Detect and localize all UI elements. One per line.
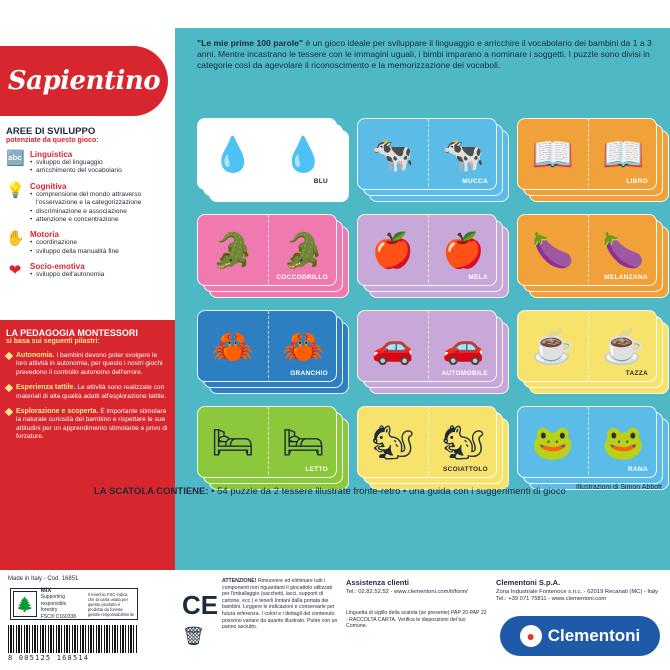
diamond-bullet-icon [5,384,13,392]
montessori-item [6,408,169,442]
customer-service [346,578,488,596]
card-label: SCOIATTOLO [442,466,488,473]
card-picture: 🍎 [428,215,497,286]
area-point: • sviluppo del linguaggio [30,159,169,167]
box-contents [94,486,566,497]
fsc-mix: MIX [40,587,52,594]
area-point: • discriminazione e associazione [30,208,169,216]
area-title: Motoria [30,230,59,240]
company-text: Zona Industriale Fontenoce s.n.c. - 62019 Recanati (MC) - Italy Tel.: +39 071 75811 - www.clementoni.com [496,589,659,603]
card-picture: ☕ [531,328,575,366]
area-item [6,182,169,225]
card-picture: 🐸 [531,424,575,462]
card-picture: 💧 [268,119,337,190]
card-face [197,214,337,286]
card-label: TAZZA [625,370,648,377]
area-icon: ❤ [8,262,22,280]
fsc-line1: Supporting [40,594,65,601]
montessori-item-text: È importante stimolare la naturale curiosità del bambino e rispettare le sue attitudini per un apprendimento stimolante e privo di forzature. [16,408,168,441]
intro-text [197,38,657,72]
logo-area [0,46,175,116]
card-picture: 🛏 [268,407,337,478]
areas-list [6,150,169,280]
card-picture: 📖 [531,136,575,174]
puzzle-card [197,118,337,190]
card-picture: 💧 [211,136,255,174]
montessori-item-title: Autonomia. [16,352,55,359]
card-picture: ☕ [588,311,657,382]
recycle-text: Linguetta di sigillo della scatola (se presente) PAP 20 PAP 22 - RACCOLTA CARTA. Verifica le disposizioni del tuo Comune. [346,610,487,630]
card-label: LIBRO [626,178,648,185]
card-face [197,118,337,190]
card-face [517,406,657,478]
area-item [6,150,169,176]
puzzle-card [517,310,657,382]
development-areas [0,118,175,286]
card-face [357,214,497,286]
card-picture: 🚗 [371,328,415,366]
puzzle-card-grid [197,118,667,488]
card-picture: 🍆 [588,215,657,286]
fsc-small: Il marchio FSC indica che la carta usata per questo prodotto è prodotta da foreste gestite responsabilmente [87,591,135,617]
barcode [8,625,138,653]
card-picture: 🐄 [371,136,415,174]
montessori-item-text: Le attività sono realizzate con materiali di alta qualità adatti all'esplorazione tattile. [16,384,167,400]
area-icon: 🔤 [6,150,25,167]
clementoni-logo-text: Clementoni [547,626,641,645]
puzzle-card [357,310,497,382]
made-in-italy: Made in Italy - Cod. 16851 [8,576,79,582]
card-picture: 🛏 [211,424,255,462]
card-label: LETTO [305,466,328,473]
area-points [30,239,169,256]
area-title: Linguistica [30,150,73,159]
area-point: • attenzione e concentrazione [30,216,169,224]
diamond-bullet-icon [5,408,13,416]
card-picture: 🚗 [428,311,497,382]
puzzle-card [197,406,337,478]
card-picture: 🍎 [371,232,415,270]
warning-body: Rimuovere ed eliminare tutti i componenti non riguardanti il giocattolo utilizzati per l'imballaggio (sacchetti, lacci, supporti di cartone, ecc.) e tenerli lontani dalla portata dei bambini. Leggere le indicazioni e conservarle per futura referenza. I colori e i dettagli del contenuto possono variare da quanto illustrato. Pulire con un panno asciutto. [222,578,338,631]
puzzle-card [517,118,657,190]
card-picture: 🦀 [211,328,255,366]
ce-mark: CE [182,590,219,620]
fsc-line2: responsible forestry [40,600,67,614]
warning-text [222,578,338,631]
puzzle-card [197,214,337,286]
company-info [496,578,668,603]
card-picture: 📖 [588,119,657,190]
area-icon: ✋ [6,230,25,248]
area-point: • arricchimento del vocabolario [30,167,169,175]
card-picture: 🐿 [371,424,415,462]
area-points [30,159,169,176]
area-item [6,262,169,279]
montessori-list [6,352,169,442]
clementoni-disc-icon: ● [520,625,542,647]
warning-title: ATTENZIONE! [222,578,257,584]
montessori-item-title: Esperienza tattile. [16,384,76,392]
box-contents-text: • 54 puzzle da 2 tessere illustrate fronte-retro • una guida con i suggerimenti di gioco [211,486,566,497]
card-label: MUCCA [462,178,488,185]
area-points [30,191,169,225]
puzzle-card [357,214,497,286]
card-face [517,310,657,382]
intro-title: "Le mie prime 100 parole" [197,38,304,48]
sapientino-logo [0,46,168,116]
puzzle-card [357,118,497,190]
areas-subtitle: potenziate da questo gioco: [6,137,99,144]
montessori-item-text: I bambini devono poter svolgere le loro attività in autonomia, per questo i nostri giochi prevedono il controllo autonomo dell'errore. [16,352,163,376]
intro-body: è un gioco ideale per sviluppare il linguaggio e arricchire il vocabolario dei bambini da 1 a 3 anni. Mentre incastrano le tessere con le immagini uguali, i bimbi imparano a nominare i soggetti. I puzzle sono divisi in categorie così da agevolare il riconoscimento e la memorizzazione dei vocaboli. [197,38,652,71]
fsc-code: FSC® C160338 [40,613,77,620]
card-face [517,118,657,190]
fsc-text [41,588,84,620]
card-label: MELANZANA [604,274,648,281]
card-label: MELA [468,274,488,281]
barcode-number: 8 005125 168514 [8,654,90,662]
fsc-label [10,588,138,620]
area-title: Socio-emotiva [30,262,85,272]
card-picture: 🐸 [588,407,657,478]
area-item [6,230,169,256]
area-point: • sviluppo dell'autonomia [30,271,169,279]
montessori-title: LA PEDAGOGIA MONTESSORI [6,328,138,338]
card-face [517,214,657,286]
box-contents-label: LA SCATOLA CONTIENE: [94,486,209,497]
assist-text: Tel.: 02.82.52.52 - www.clementoni.com/it/form/ [346,589,468,595]
montessori-item [6,384,169,401]
card-picture: 🐄 [428,119,497,190]
company-title: Clementoni S.p.A. [496,578,561,587]
card-face [197,310,337,382]
diamond-bullet-icon [5,352,13,360]
montessori-item [6,352,169,377]
card-face [357,406,497,478]
logo-text: Sapientino [7,66,161,96]
area-point: • coordinazione [30,239,169,247]
card-picture: 🐊 [268,215,337,286]
card-label: RANA [628,466,648,473]
puzzle-card [517,214,657,286]
areas-title: AREE DI SVILUPPO [6,126,96,137]
area-point: • comprensione del mondo attraverso l'osservazione e la categorizzazione [30,191,169,208]
area-points [30,271,169,279]
puzzle-card [197,310,337,382]
card-face [197,406,337,478]
puzzle-card [357,406,497,478]
card-label: BLU [313,178,328,185]
montessori-item-title: Esplorazione e scoperta. [16,408,99,416]
area-icon: 💡 [6,181,25,199]
card-picture: 🐊 [211,232,255,270]
card-picture: 🐿 [428,407,497,478]
card-label: GRANCHIO [290,370,328,377]
fsc-tree-icon: 🌲 [13,591,37,617]
montessori-subtitle: si basa sui seguenti pilastri: [6,338,100,345]
card-label: AUTOMOBILE [441,370,488,377]
puzzle-card [517,406,657,478]
card-face [357,310,497,382]
area-point: • sviluppo della manualità fine [30,248,169,256]
montessori-panel [0,320,175,570]
footer-strip [0,570,670,670]
card-picture: 🍆 [531,232,575,270]
crossed-bin-icon: 🗑 [182,626,205,646]
assist-title: Assistenza clienti [346,578,409,587]
clementoni-logo [500,616,660,656]
card-picture: 🦀 [268,311,337,382]
illustration-credit: Illustrazioni di Simon Abbott [576,484,662,491]
card-label: COCCODRILLO [276,274,328,281]
area-title: Cognitiva [30,181,67,191]
card-face [357,118,497,190]
